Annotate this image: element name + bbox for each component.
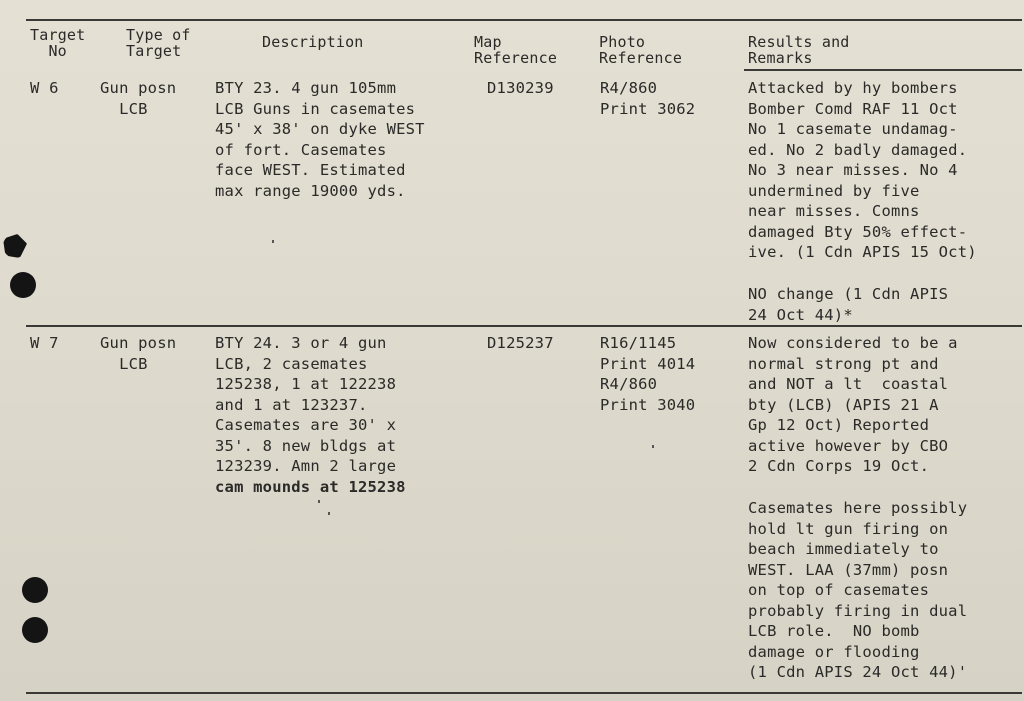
row-w7-description: BTY 24. 3 or 4 gun LCB, 2 casemates 125238, 1 at 122238 and 1 at 123237. Casemates are 30' x 35'. 8 new bldgs at 123239. Amn 2 large [215, 334, 397, 475]
ink-mark [328, 512, 330, 515]
header-target-no: Target No [30, 26, 86, 60]
punch-hole [22, 617, 48, 643]
row-w7-map-reference: D125237 [487, 334, 554, 352]
header-photo-reference: Photo Reference [599, 33, 683, 67]
row-w7-type: Gun posn LCB [100, 334, 177, 373]
ink-mark [652, 445, 654, 448]
row-w6-results-1: Attacked by hy bombers Bomber Comd RAF 11 Oct No 1 casemate undamag- ed. No 2 badly damaged. No 3 near misses. No 4 undermined by five near misses. Comns damaged Bty 50% effect- ive. (1 Cdn APIS 15 Oct) [748, 79, 977, 261]
row-w7-photo-reference: R16/1145 Print 4014 R4/860 Print 3040 [600, 334, 696, 414]
row-w6-map-reference: D130239 [487, 79, 554, 97]
header-bottom-rule [744, 69, 1022, 71]
row-w7-results-2: Casemates here possibly hold lt gun firing on beach immediately to WEST. LAA (37mm) posn on top of casemates probably firing in dual LCB role. NO bomb damage or flooding (1 Cdn APIS 24 Oct 44)' [748, 499, 968, 681]
ink-mark [272, 240, 274, 243]
row-w6-target-no: W 6 [30, 79, 59, 97]
punch-hole [3, 234, 27, 258]
row-w7-description-last: cam mounds at 125238 [215, 478, 406, 496]
table-bottom-rule [26, 692, 1022, 694]
row-w6-description: BTY 23. 4 gun 105mm LCB Guns in casemates 45' x 38' on dyke WEST of fort. Casemates face WEST. Estimated max range 19000 yds. [215, 79, 425, 200]
row-w6-photo-reference: R4/860 Print 3062 [600, 79, 696, 118]
header-description: Description [262, 33, 364, 51]
punch-hole [22, 577, 48, 603]
ink-mark [318, 500, 320, 503]
header-map-reference: Map Reference [474, 33, 558, 67]
header-type-of-target: Type of Target [126, 26, 191, 60]
row-w6-results-2: NO change (1 Cdn APIS 24 Oct 44)* [748, 285, 949, 324]
punch-hole [10, 272, 36, 298]
row-w7-results-1: Now considered to be a normal strong pt and and NOT a lt coastal bty (LCB) (APIS 21 A Gp 12 Oct) Reported active however by CBO 2 Cdn Corps 19 Oct. [748, 334, 958, 475]
header-results-remarks: Results and Remarks [748, 33, 850, 67]
row-w7-target-no: W 7 [30, 334, 59, 352]
row-w6-type: Gun posn LCB [100, 79, 177, 118]
row-separator-rule [26, 325, 1022, 327]
header-top-rule [26, 19, 1022, 21]
